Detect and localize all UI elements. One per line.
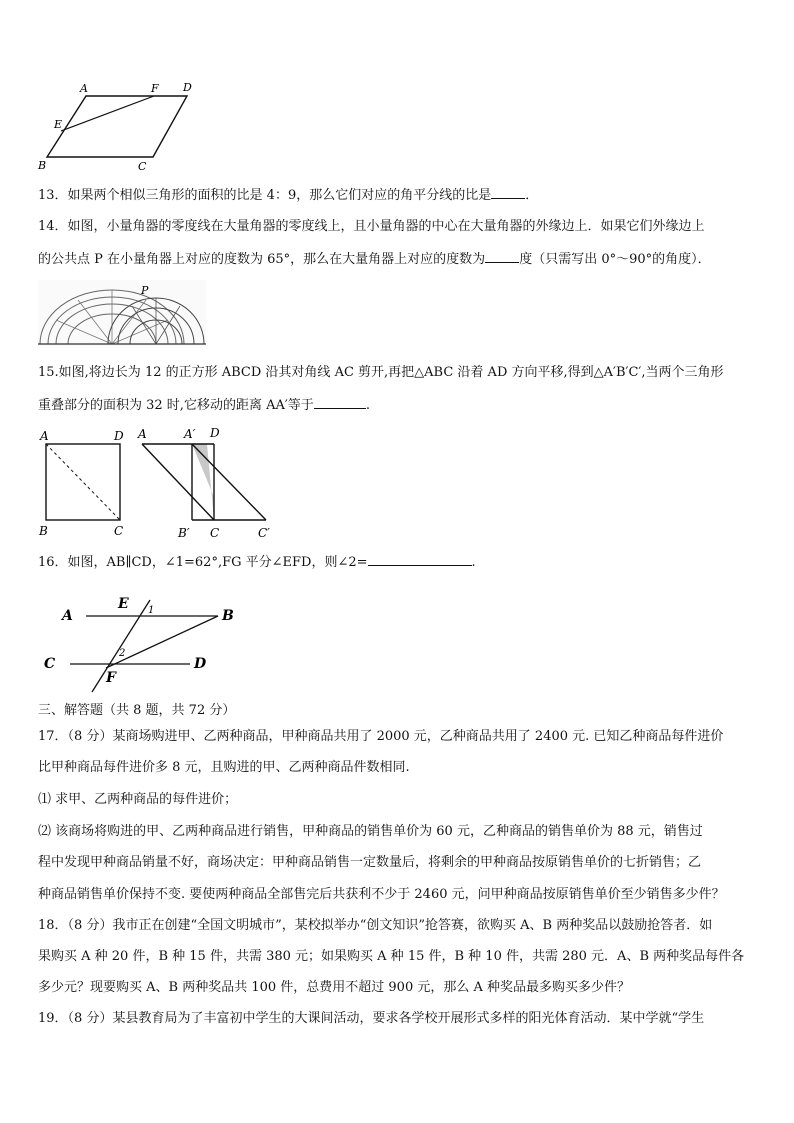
- parallelogram-abcd: [47, 96, 187, 157]
- q15-answer-blank[interactable]: [314, 396, 366, 409]
- q16-text: 16．如图，AB∥CD，∠1=62°,FG 平分∠EFD，则∠2=: [38, 555, 368, 570]
- q15-text: 重叠部分的面积为 32 时,它移动的距离 AA′等于: [38, 398, 314, 413]
- sq-label-a: A: [40, 429, 49, 443]
- sq-label-c: C: [114, 524, 124, 538]
- parallel-lines-figure: [40, 588, 250, 696]
- q13-tail: ．: [525, 188, 539, 203]
- q14-tail: 度（只需写出 0°～90°的角度）．: [519, 252, 711, 267]
- pl-label-2: 2: [119, 648, 126, 659]
- pl-label-e: E: [118, 596, 129, 612]
- sq-label-d2: D: [210, 426, 220, 440]
- q18-line1: 18．（8 分）我市正在创建“全国文明城市”，某校拟举办“创文知识”抢答赛，欲购买 A、B 两种奖品以鼓励抢答者．如: [38, 918, 713, 933]
- q18-line2: 果购买 A 种 20 件，B 种 15 件，共需 380 元；如果购买 A 种 15 件，B 种 10 件，共需 280 元．A、B 两种奖品每件各: [38, 949, 745, 964]
- square-translation-figure: [34, 422, 278, 542]
- pl-label-d: D: [194, 656, 207, 672]
- sq-label-d: D: [114, 429, 124, 443]
- q16-tail: .: [471, 555, 476, 570]
- q17-sub2-line2: 程中发现甲种商品销量不好，商场决定：甲种商品销售一定数量后，将剩余的甲种商品按原销售单价的七折销售；乙: [38, 855, 702, 870]
- sq-label-c2: C: [210, 526, 220, 540]
- question-15-line2: [38, 396, 370, 415]
- pl-label-f: F: [106, 670, 116, 686]
- question-13: [38, 186, 538, 205]
- q13-answer-blank[interactable]: [491, 186, 525, 199]
- q14-answer-blank[interactable]: [485, 250, 519, 263]
- q17-sub2-line3: 种商品销售单价保持不变. 要使两种商品全部售完后共获利不少于 2460 元，问甲种商品按原销售单价至少销售多少件？: [38, 887, 725, 902]
- pl-label-1: 1: [148, 605, 155, 616]
- label-d: D: [183, 81, 192, 94]
- q18-line3: 多少元？现要购买 A、B 两种奖品共 100 件，总费用不超过 900 元，那么 A 种奖品最多购买多少件？: [38, 980, 631, 995]
- label-b: B: [38, 159, 47, 172]
- sq-label-b: B: [39, 524, 48, 538]
- q14-text: 的公共点 P 在小量角器上对应的度数为 65°，那么在大量角器上对应的度数为: [38, 252, 486, 267]
- diagonal-ac: [46, 444, 120, 520]
- sq-label-c-prime: C′: [258, 526, 270, 540]
- q15-tail: .: [365, 398, 370, 413]
- q14-line1: 14．如图，小量角器的零度线在大量角器的零度线上，且小量角器的中心在大量角器的外缘边上．如果它们外缘边上: [38, 219, 705, 234]
- line-ef: [92, 600, 150, 692]
- question-14-line2: [38, 250, 711, 269]
- q17-sub2-line1: ⑵ 该商场将购进的甲、乙两种商品进行销售，甲种商品的销售单价为 60 元，乙种商品的销售单价为 88 元，销售过: [38, 824, 703, 839]
- q16-answer-blank[interactable]: [368, 553, 472, 566]
- q17-sub1: ⑴ 求甲、乙两种商品的每件进价；: [38, 792, 238, 807]
- parallelogram-figure: [30, 78, 205, 176]
- label-e: E: [54, 118, 63, 131]
- sq-label-b-prime: B′: [178, 526, 190, 540]
- q19-line1: 19．（8 分）某县教育局为了丰富初中学生的大课间活动，要求各学校开展形式多样的阳光体育活动．某中学就“学生: [38, 1011, 705, 1026]
- q17-line1: 17．（8 分）某商场购进甲、乙两种商品，甲种商品共用了 2000 元，乙种商品共用了 2400 元. 已知乙种商品每件进价: [38, 729, 724, 744]
- pl-label-a: A: [62, 608, 73, 624]
- label-a: A: [80, 82, 88, 95]
- section-3-heading: 三、解答题（共 8 题，共 72 分）: [38, 703, 236, 718]
- label-c: C: [138, 160, 147, 173]
- protractor-figure: [38, 280, 206, 346]
- pl-label-b: B: [222, 608, 234, 624]
- q17-line2: 比甲种商品每件进价多 8 元，且购进的甲、乙两种商品件数相同.: [38, 760, 410, 775]
- label-f: F: [151, 82, 159, 95]
- sq-label-a2: A: [138, 427, 147, 441]
- pl-label-c: C: [44, 656, 56, 672]
- question-16: [38, 553, 476, 572]
- q13-text: 13．如果两个相似三角形的面积的比是 4：9，那么它们对应的角平分线的比是: [38, 188, 492, 203]
- label-p: P: [141, 284, 149, 297]
- sq-label-a-prime: A′: [184, 427, 196, 441]
- q15-line1: 15.如图,将边长为 12 的正方形 ABCD 沿其对角线 AC 剪开,再把△ABC 沿着 AD 方向平移,得到△A′B′C′,当两个三角形: [38, 365, 724, 380]
